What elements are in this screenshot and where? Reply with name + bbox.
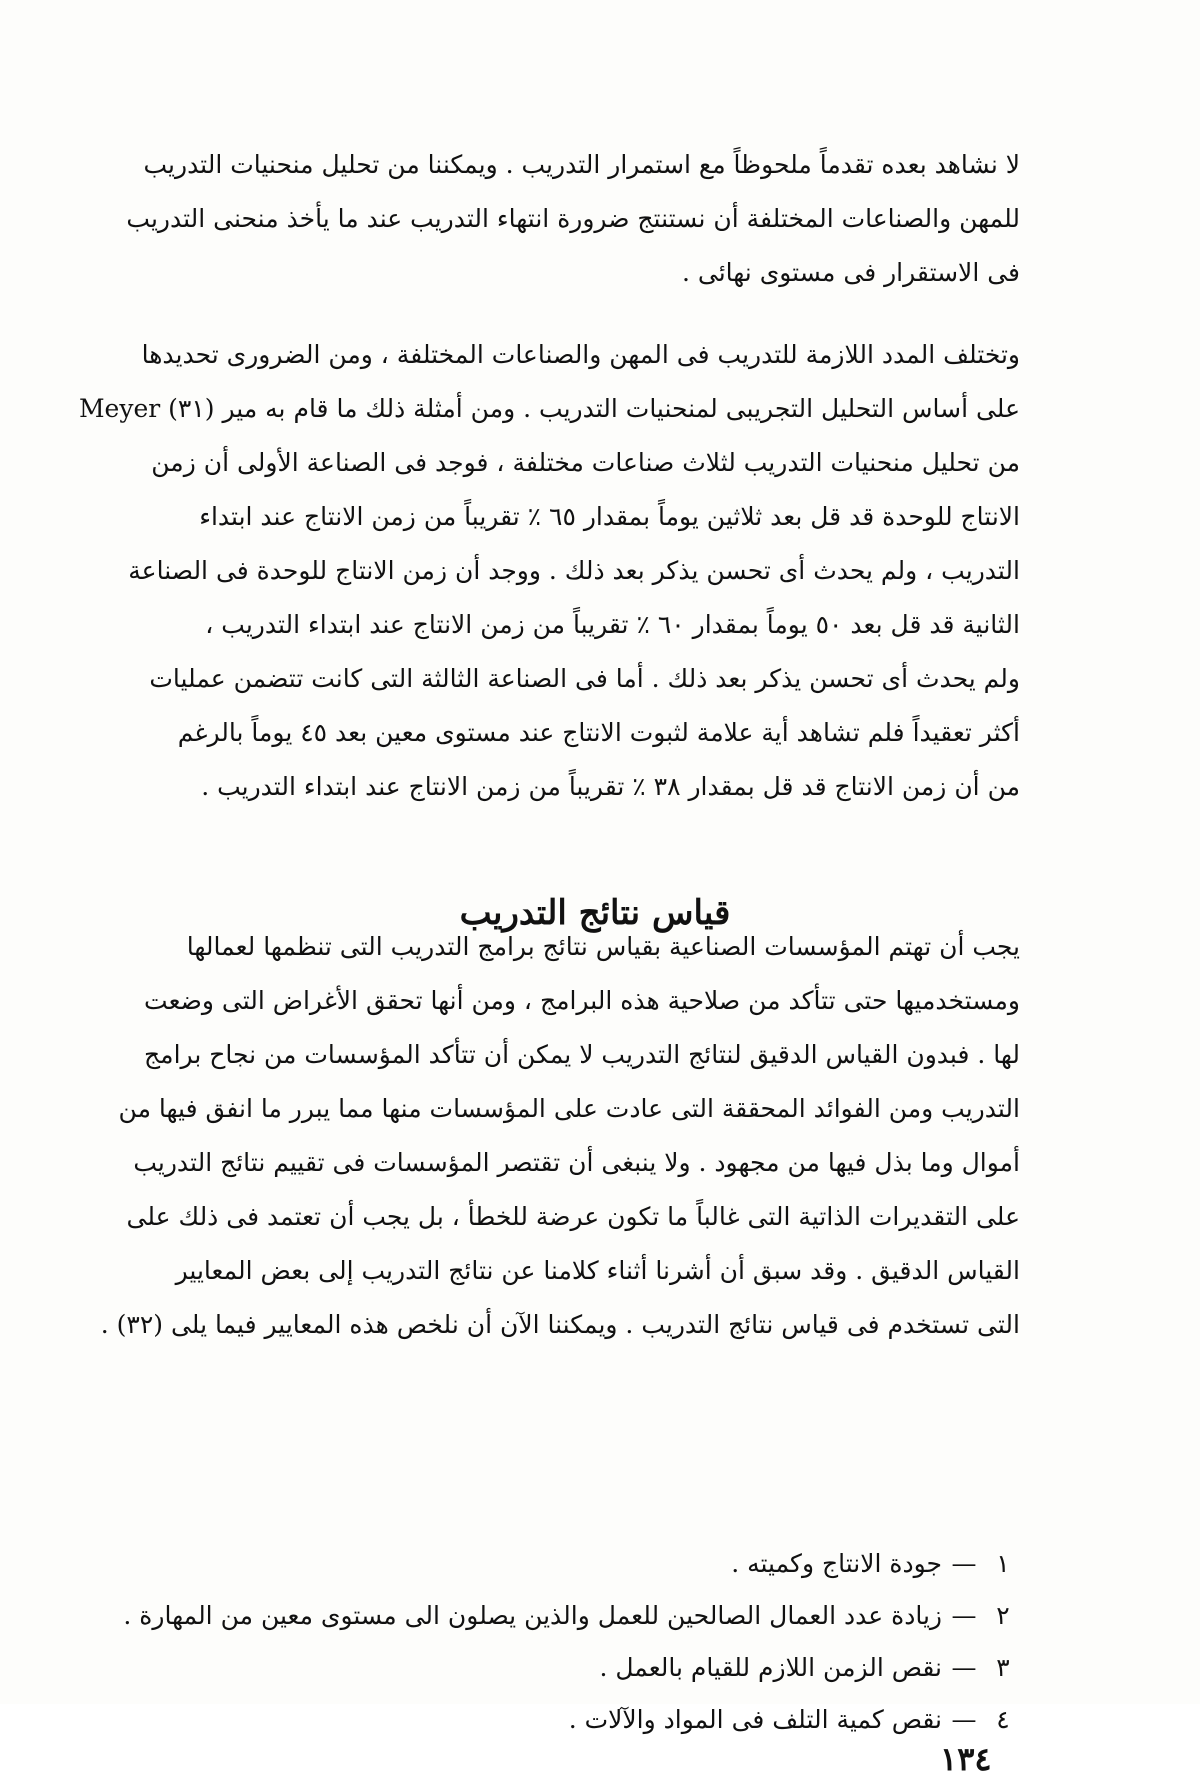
list-item-text: زيادة عدد العمال الصالحين للعمل والذين يصلون الى مستوى معين من المهارة . (123, 1601, 942, 1630)
paragraph-line: من أن زمن الانتاج قد قل بمقدار ٣٨ ٪ تقريباً من زمن الانتاج عند ابتداء التدريب . (201, 772, 1020, 801)
list-item-number: ١ (996, 1549, 1010, 1578)
paragraph-line: التدريب ، ولم يحدث أى تحسن يذكر بعد ذلك . ووجد أن زمن الانتاج للوحدة فى الصناعة (128, 556, 1020, 585)
paragraph-line: يجب أن تهتم المؤسسات الصناعية بقياس نتائج برامج التدريب التى تنظمها لعمالها (186, 932, 1020, 961)
paragraph-line: الثانية قد قل بعد ٥٠ يوماً بمقدار ٦٠ ٪ تقريباً من زمن الانتاج عند ابتداء التدريب ، (205, 610, 1020, 639)
list-item (170, 1642, 1020, 1694)
paragraph-line: من تحليل منحنيات التدريب لثلاث صناعات مختلفة ، فوجد فى الصناعة الأولى أن زمن (151, 448, 1020, 477)
list-item-dash: — (951, 1653, 977, 1682)
paragraph-line: لها . فبدون القياس الدقيق لنتائج التدريب لا يمكن أن تتأكد المؤسسات من نجاح برامج (144, 1040, 1020, 1069)
list-item (170, 1694, 1020, 1746)
paragraph-line: التدريب ومن الفوائد المحققة التى عادت على المؤسسات منها مما يبرر ما انفق فيها من (118, 1094, 1020, 1123)
paragraph-line: على أساس التحليل التجريبى لمنحنيات التدريب . ومن أمثلة ذلك ما قام به مير (٣١) Meyer (78, 394, 1020, 423)
paragraph-line: لا نشاهد بعده تقدماً ملحوظاً مع استمرار التدريب . ويمكننا من تحليل منحنيات التدريب (143, 150, 1020, 179)
paragraph-line: على التقديرات الذاتية التى غالباً ما تكون عرضة للخطأ ، بل يجب أن تعتمد فى ذلك على (126, 1202, 1020, 1231)
list-item-dash: — (951, 1705, 977, 1734)
paragraph-line: ومستخدميها حتى تتأكد من صلاحية هذه البرامج ، ومن أنها تحقق الأغراض التى وضعت (144, 986, 1020, 1015)
list-item-dash: — (951, 1601, 977, 1630)
list-item-number: ٢ (996, 1601, 1010, 1630)
list-item-number: ٤ (996, 1705, 1010, 1734)
paragraph-line: القياس الدقيق . وقد سبق أن أشرنا أثناء كلامنا عن نتائج التدريب إلى بعض المعايير (175, 1256, 1020, 1285)
paragraph-line: أكثر تعقيداً فلم تشاهد أية علامة لثبوت الانتاج عند مستوى معين بعد ٤٥ يوماً بالرغم (177, 718, 1020, 747)
paragraph-line: أموال وما بذل فيها من مجهود . ولا ينبغى أن تقتصر المؤسسات فى تقييم نتائج التدريب (133, 1148, 1020, 1177)
section-heading: قياس نتائج التدريب (459, 893, 731, 934)
list-item-text: نقص كمية التلف فى المواد والآلات . (568, 1705, 942, 1734)
paragraph-line: للمهن والصناعات المختلفة أن نستنتج ضرورة انتهاء التدريب عند ما يأخذ منحنى التدريب (126, 204, 1020, 233)
list-item-text: جودة الانتاج وكميته . (731, 1549, 942, 1578)
paragraph-line: الانتاج للوحدة قد قل بعد ثلاثين يوماً بمقدار ٦٥ ٪ تقريباً من زمن الانتاج عند ابتداء (199, 502, 1020, 531)
list-item-number: ٣ (996, 1653, 1010, 1682)
list-item-text: نقص الزمن اللازم للقيام بالعمل . (599, 1653, 942, 1682)
paragraph-measuring-results (100, 920, 1020, 1352)
list-item-dash: — (951, 1549, 977, 1578)
list-item (123, 1590, 1020, 1642)
criteria-list (123, 1538, 1020, 1746)
paragraph-training-periods (78, 328, 1020, 814)
paragraph-line: ولم يحدث أى تحسن يذكر بعد ذلك . أما فى الصناعة الثالثة التى كانت تتضمن عمليات (149, 664, 1020, 693)
list-item (170, 1538, 1020, 1590)
paragraph-line: فى الاستقرار فى مستوى نهائى . (681, 258, 1020, 287)
paragraph-line: وتختلف المدد اللازمة للتدريب فى المهن والصناعات المختلفة ، ومن الضرورى تحديدها (141, 340, 1020, 369)
paragraph-line: التى تستخدم فى قياس نتائج التدريب . ويمكننا الآن أن نلخص هذه المعايير فيما يلى (٣٢) . (100, 1310, 1020, 1339)
page-number: ١٣٤ (940, 1740, 992, 1778)
paragraph-training-curves (126, 138, 1020, 300)
